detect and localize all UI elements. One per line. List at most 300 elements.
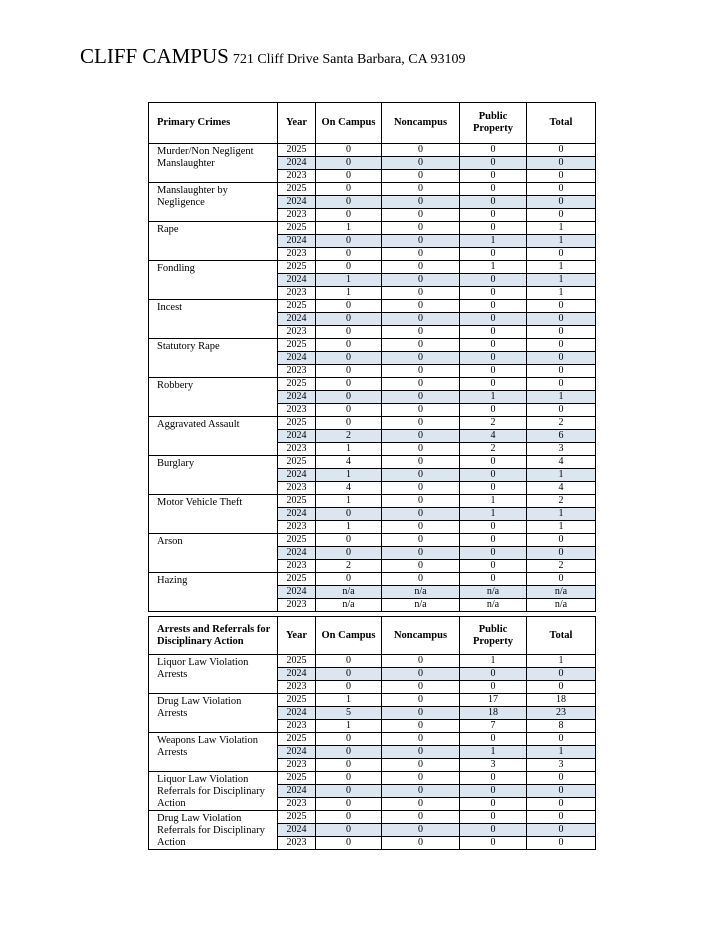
total-cell: 0 xyxy=(527,534,596,547)
crime-type-cell: Fondling xyxy=(149,261,278,300)
public-property-cell: 0 xyxy=(460,534,527,547)
on-campus-cell: 1 xyxy=(316,287,382,300)
total-cell: 0 xyxy=(527,668,596,681)
total-cell: 1 xyxy=(527,222,596,235)
total-cell: 2 xyxy=(527,417,596,430)
crime-type-cell: Motor Vehicle Theft xyxy=(149,495,278,534)
public-property-cell: 0 xyxy=(460,378,527,391)
campus-address: 721 Cliff Drive Santa Barbara, CA 93109 xyxy=(232,52,466,67)
public-property-cell: 0 xyxy=(460,560,527,573)
on-campus-cell: 0 xyxy=(316,681,382,694)
public-property-cell: 0 xyxy=(460,170,527,183)
total-cell: 0 xyxy=(527,547,596,560)
year-cell: 2025 xyxy=(278,261,316,274)
year-cell: 2023 xyxy=(278,365,316,378)
on-campus-cell: 0 xyxy=(316,417,382,430)
noncampus-cell: 0 xyxy=(382,811,460,824)
noncampus-cell: 0 xyxy=(382,326,460,339)
on-campus-cell: 0 xyxy=(316,209,382,222)
public-property-cell: 0 xyxy=(460,681,527,694)
total-cell: 0 xyxy=(527,837,596,850)
public-property-cell: 0 xyxy=(460,404,527,417)
noncampus-cell: 0 xyxy=(382,287,460,300)
public-property-cell: 0 xyxy=(460,144,527,157)
table-row xyxy=(149,811,596,824)
table-row xyxy=(149,183,596,196)
noncampus-cell: 0 xyxy=(382,300,460,313)
on-campus-cell: 1 xyxy=(316,222,382,235)
total-cell: 1 xyxy=(527,391,596,404)
year-cell: 2023 xyxy=(278,248,316,261)
on-campus-cell: 1 xyxy=(316,495,382,508)
on-campus-cell: 2 xyxy=(316,560,382,573)
crime-type-cell: Aggravated Assault xyxy=(149,417,278,456)
total-cell: 1 xyxy=(527,469,596,482)
table-row xyxy=(149,417,596,430)
year-cell: 2024 xyxy=(278,430,316,443)
year-cell: 2025 xyxy=(278,144,316,157)
public-property-cell: 0 xyxy=(460,772,527,785)
total-cell: 0 xyxy=(527,785,596,798)
public-property-cell: 0 xyxy=(460,248,527,261)
on-campus-cell: 0 xyxy=(316,339,382,352)
year-cell: 2023 xyxy=(278,798,316,811)
on-campus-cell: 0 xyxy=(316,811,382,824)
year-cell: 2025 xyxy=(278,339,316,352)
header-on-campus: On Campus xyxy=(316,617,382,655)
header-row xyxy=(149,617,596,655)
year-cell: 2025 xyxy=(278,456,316,469)
total-cell: 0 xyxy=(527,157,596,170)
header-noncampus: Noncampus xyxy=(382,103,460,144)
public-property-cell: 0 xyxy=(460,573,527,586)
table-row xyxy=(149,772,596,785)
on-campus-cell: n/a xyxy=(316,586,382,599)
on-campus-cell: 1 xyxy=(316,443,382,456)
noncampus-cell: 0 xyxy=(382,495,460,508)
noncampus-cell: 0 xyxy=(382,668,460,681)
year-cell: 2024 xyxy=(278,352,316,365)
noncampus-cell: 0 xyxy=(382,170,460,183)
total-cell: 2 xyxy=(527,495,596,508)
on-campus-cell: 1 xyxy=(316,694,382,707)
noncampus-cell: 0 xyxy=(382,378,460,391)
table-row xyxy=(149,378,596,391)
on-campus-cell: 0 xyxy=(316,404,382,417)
public-property-cell: 0 xyxy=(460,287,527,300)
total-cell: 0 xyxy=(527,733,596,746)
table-row xyxy=(149,144,596,157)
public-property-cell: 0 xyxy=(460,785,527,798)
year-cell: 2024 xyxy=(278,235,316,248)
noncampus-cell: 0 xyxy=(382,391,460,404)
total-cell: 4 xyxy=(527,482,596,495)
header-year: Year xyxy=(278,103,316,144)
public-property-cell: 1 xyxy=(460,746,527,759)
noncampus-cell: 0 xyxy=(382,785,460,798)
page-title xyxy=(80,44,465,69)
year-cell: 2024 xyxy=(278,196,316,209)
year-cell: 2024 xyxy=(278,707,316,720)
total-cell: 2 xyxy=(527,560,596,573)
noncampus-cell: 0 xyxy=(382,521,460,534)
noncampus-cell: 0 xyxy=(382,720,460,733)
total-cell: 0 xyxy=(527,573,596,586)
total-cell: 1 xyxy=(527,655,596,668)
noncampus-cell: 0 xyxy=(382,417,460,430)
on-campus-cell: 5 xyxy=(316,707,382,720)
public-property-cell: 0 xyxy=(460,352,527,365)
noncampus-cell: 0 xyxy=(382,443,460,456)
year-cell: 2024 xyxy=(278,547,316,560)
year-cell: 2025 xyxy=(278,733,316,746)
table-row xyxy=(149,655,596,668)
on-campus-cell: 0 xyxy=(316,785,382,798)
header-public-property: Public Property xyxy=(460,617,527,655)
total-cell: 3 xyxy=(527,759,596,772)
header-crime-type: Arrests and Referrals for Disciplinary Action xyxy=(149,617,278,655)
header-total: Total xyxy=(527,103,596,144)
year-cell: 2025 xyxy=(278,222,316,235)
public-property-cell: 4 xyxy=(460,430,527,443)
year-cell: 2023 xyxy=(278,482,316,495)
on-campus-cell: 1 xyxy=(316,274,382,287)
public-property-cell: 0 xyxy=(460,811,527,824)
crime-type-cell: Incest xyxy=(149,300,278,339)
year-cell: 2024 xyxy=(278,274,316,287)
public-property-cell: 0 xyxy=(460,521,527,534)
table-row xyxy=(149,495,596,508)
total-cell: 0 xyxy=(527,681,596,694)
total-cell: 0 xyxy=(527,300,596,313)
public-property-cell: 1 xyxy=(460,235,527,248)
primary-crimes-table xyxy=(148,102,596,612)
noncampus-cell: 0 xyxy=(382,694,460,707)
public-property-cell: 0 xyxy=(460,222,527,235)
total-cell: 23 xyxy=(527,707,596,720)
on-campus-cell: 0 xyxy=(316,547,382,560)
noncampus-cell: 0 xyxy=(382,560,460,573)
noncampus-cell: 0 xyxy=(382,157,460,170)
public-property-cell: 0 xyxy=(460,365,527,378)
on-campus-cell: 4 xyxy=(316,456,382,469)
year-cell: 2023 xyxy=(278,170,316,183)
on-campus-cell: 0 xyxy=(316,365,382,378)
public-property-cell: 1 xyxy=(460,495,527,508)
table-row xyxy=(149,300,596,313)
on-campus-cell: 0 xyxy=(316,508,382,521)
table-row xyxy=(149,534,596,547)
total-cell: 8 xyxy=(527,720,596,733)
noncampus-cell: n/a xyxy=(382,599,460,612)
noncampus-cell: 0 xyxy=(382,547,460,560)
year-cell: 2025 xyxy=(278,378,316,391)
total-cell: 0 xyxy=(527,248,596,261)
on-campus-cell: 0 xyxy=(316,746,382,759)
year-cell: 2023 xyxy=(278,681,316,694)
public-property-cell: 1 xyxy=(460,391,527,404)
noncampus-cell: 0 xyxy=(382,261,460,274)
year-cell: 2025 xyxy=(278,573,316,586)
total-cell: 0 xyxy=(527,339,596,352)
public-property-cell: 0 xyxy=(460,339,527,352)
year-cell: 2025 xyxy=(278,183,316,196)
on-campus-cell: 0 xyxy=(316,183,382,196)
public-property-cell: 0 xyxy=(460,300,527,313)
noncampus-cell: 0 xyxy=(382,681,460,694)
table-row xyxy=(149,222,596,235)
header-year: Year xyxy=(278,617,316,655)
on-campus-cell: 0 xyxy=(316,170,382,183)
on-campus-cell: 0 xyxy=(316,300,382,313)
year-cell: 2023 xyxy=(278,404,316,417)
year-cell: 2025 xyxy=(278,694,316,707)
noncampus-cell: 0 xyxy=(382,707,460,720)
year-cell: 2023 xyxy=(278,443,316,456)
year-cell: 2023 xyxy=(278,837,316,850)
crime-type-cell: Hazing xyxy=(149,573,278,612)
year-cell: 2025 xyxy=(278,300,316,313)
public-property-cell: 0 xyxy=(460,209,527,222)
crime-type-cell: Drug Law Violation Arrests xyxy=(149,694,278,733)
header-public-property: Public Property xyxy=(460,103,527,144)
table-row xyxy=(149,694,596,707)
public-property-cell: n/a xyxy=(460,599,527,612)
year-cell: 2023 xyxy=(278,521,316,534)
year-cell: 2025 xyxy=(278,811,316,824)
header-noncampus: Noncampus xyxy=(382,617,460,655)
total-cell: 0 xyxy=(527,209,596,222)
table-body xyxy=(149,655,596,850)
year-cell: 2024 xyxy=(278,586,316,599)
noncampus-cell: 0 xyxy=(382,144,460,157)
total-cell: 0 xyxy=(527,798,596,811)
public-property-cell: 2 xyxy=(460,417,527,430)
year-cell: 2023 xyxy=(278,560,316,573)
noncampus-cell: 0 xyxy=(382,798,460,811)
public-property-cell: 1 xyxy=(460,655,527,668)
total-cell: 1 xyxy=(527,287,596,300)
noncampus-cell: n/a xyxy=(382,586,460,599)
year-cell: 2024 xyxy=(278,469,316,482)
header-total: Total xyxy=(527,617,596,655)
on-campus-cell: 0 xyxy=(316,196,382,209)
public-property-cell: 0 xyxy=(460,837,527,850)
total-cell: 0 xyxy=(527,326,596,339)
total-cell: 1 xyxy=(527,274,596,287)
year-cell: 2025 xyxy=(278,534,316,547)
on-campus-cell: n/a xyxy=(316,599,382,612)
public-property-cell: 0 xyxy=(460,157,527,170)
year-cell: 2023 xyxy=(278,209,316,222)
total-cell: 1 xyxy=(527,508,596,521)
public-property-cell: 3 xyxy=(460,759,527,772)
crime-type-cell: Rape xyxy=(149,222,278,261)
on-campus-cell: 0 xyxy=(316,248,382,261)
year-cell: 2024 xyxy=(278,824,316,837)
on-campus-cell: 0 xyxy=(316,261,382,274)
total-cell: 3 xyxy=(527,443,596,456)
on-campus-cell: 1 xyxy=(316,469,382,482)
noncampus-cell: 0 xyxy=(382,274,460,287)
total-cell: 4 xyxy=(527,456,596,469)
year-cell: 2025 xyxy=(278,772,316,785)
public-property-cell: 7 xyxy=(460,720,527,733)
noncampus-cell: 0 xyxy=(382,248,460,261)
table-row xyxy=(149,339,596,352)
noncampus-cell: 0 xyxy=(382,235,460,248)
noncampus-cell: 0 xyxy=(382,209,460,222)
on-campus-cell: 0 xyxy=(316,668,382,681)
on-campus-cell: 0 xyxy=(316,655,382,668)
total-cell: 1 xyxy=(527,235,596,248)
public-property-cell: 0 xyxy=(460,482,527,495)
public-property-cell: 1 xyxy=(460,508,527,521)
crime-type-cell: Statutory Rape xyxy=(149,339,278,378)
on-campus-cell: 0 xyxy=(316,573,382,586)
table-row xyxy=(149,573,596,586)
on-campus-cell: 4 xyxy=(316,482,382,495)
on-campus-cell: 0 xyxy=(316,837,382,850)
on-campus-cell: 0 xyxy=(316,235,382,248)
noncampus-cell: 0 xyxy=(382,772,460,785)
public-property-cell: n/a xyxy=(460,586,527,599)
on-campus-cell: 1 xyxy=(316,720,382,733)
year-cell: 2024 xyxy=(278,157,316,170)
total-cell: 18 xyxy=(527,694,596,707)
noncampus-cell: 0 xyxy=(382,759,460,772)
on-campus-cell: 0 xyxy=(316,352,382,365)
noncampus-cell: 0 xyxy=(382,404,460,417)
on-campus-cell: 1 xyxy=(316,521,382,534)
arrests-referrals-table xyxy=(148,616,596,850)
total-cell: 0 xyxy=(527,824,596,837)
noncampus-cell: 0 xyxy=(382,655,460,668)
noncampus-cell: 0 xyxy=(382,508,460,521)
total-cell: 0 xyxy=(527,378,596,391)
year-cell: 2023 xyxy=(278,287,316,300)
on-campus-cell: 0 xyxy=(316,824,382,837)
total-cell: 1 xyxy=(527,746,596,759)
public-property-cell: 1 xyxy=(460,261,527,274)
noncampus-cell: 0 xyxy=(382,837,460,850)
crime-type-cell: Burglary xyxy=(149,456,278,495)
public-property-cell: 0 xyxy=(460,183,527,196)
table-body xyxy=(149,144,596,612)
public-property-cell: 0 xyxy=(460,313,527,326)
year-cell: 2023 xyxy=(278,759,316,772)
year-cell: 2023 xyxy=(278,720,316,733)
on-campus-cell: 0 xyxy=(316,313,382,326)
header-on-campus: On Campus xyxy=(316,103,382,144)
total-cell: 0 xyxy=(527,772,596,785)
total-cell: 0 xyxy=(527,196,596,209)
total-cell: 0 xyxy=(527,170,596,183)
total-cell: 6 xyxy=(527,430,596,443)
on-campus-cell: 0 xyxy=(316,144,382,157)
header-row xyxy=(149,103,596,144)
table-row xyxy=(149,261,596,274)
total-cell: 0 xyxy=(527,365,596,378)
crime-type-cell: Weapons Law Violation Arrests xyxy=(149,733,278,772)
crime-type-cell: Drug Law Violation Referrals for Disciplinary Action xyxy=(149,811,278,850)
public-property-cell: 0 xyxy=(460,733,527,746)
table-row xyxy=(149,456,596,469)
crime-type-cell: Liquor Law Violation Referrals for Disciplinary Action xyxy=(149,772,278,811)
noncampus-cell: 0 xyxy=(382,430,460,443)
public-property-cell: 17 xyxy=(460,694,527,707)
public-property-cell: 18 xyxy=(460,707,527,720)
total-cell: 0 xyxy=(527,313,596,326)
year-cell: 2024 xyxy=(278,785,316,798)
crime-type-cell: Manslaughter by Negligence xyxy=(149,183,278,222)
total-cell: 0 xyxy=(527,183,596,196)
public-property-cell: 0 xyxy=(460,547,527,560)
noncampus-cell: 0 xyxy=(382,196,460,209)
public-property-cell: 0 xyxy=(460,798,527,811)
noncampus-cell: 0 xyxy=(382,733,460,746)
public-property-cell: 0 xyxy=(460,668,527,681)
year-cell: 2024 xyxy=(278,391,316,404)
year-cell: 2024 xyxy=(278,668,316,681)
noncampus-cell: 0 xyxy=(382,222,460,235)
noncampus-cell: 0 xyxy=(382,352,460,365)
year-cell: 2024 xyxy=(278,313,316,326)
public-property-cell: 0 xyxy=(460,274,527,287)
crime-type-cell: Liquor Law Violation Arrests xyxy=(149,655,278,694)
crime-type-cell: Robbery xyxy=(149,378,278,417)
total-cell: n/a xyxy=(527,599,596,612)
public-property-cell: 0 xyxy=(460,456,527,469)
crime-type-cell: Murder/Non Negligent Manslaughter xyxy=(149,144,278,183)
noncampus-cell: 0 xyxy=(382,313,460,326)
year-cell: 2025 xyxy=(278,495,316,508)
table-row xyxy=(149,733,596,746)
total-cell: 0 xyxy=(527,352,596,365)
public-property-cell: 0 xyxy=(460,326,527,339)
year-cell: 2025 xyxy=(278,655,316,668)
year-cell: 2023 xyxy=(278,599,316,612)
campus-name: CLIFF CAMPUS xyxy=(80,44,229,68)
crime-type-cell: Arson xyxy=(149,534,278,573)
year-cell: 2023 xyxy=(278,326,316,339)
noncampus-cell: 0 xyxy=(382,469,460,482)
noncampus-cell: 0 xyxy=(382,573,460,586)
on-campus-cell: 0 xyxy=(316,391,382,404)
total-cell: 0 xyxy=(527,811,596,824)
on-campus-cell: 0 xyxy=(316,378,382,391)
on-campus-cell: 0 xyxy=(316,798,382,811)
on-campus-cell: 0 xyxy=(316,326,382,339)
year-cell: 2025 xyxy=(278,417,316,430)
noncampus-cell: 0 xyxy=(382,456,460,469)
on-campus-cell: 0 xyxy=(316,733,382,746)
noncampus-cell: 0 xyxy=(382,183,460,196)
total-cell: 1 xyxy=(527,261,596,274)
noncampus-cell: 0 xyxy=(382,824,460,837)
header-crime-type: Primary Crimes xyxy=(149,103,278,144)
total-cell: 0 xyxy=(527,404,596,417)
noncampus-cell: 0 xyxy=(382,534,460,547)
total-cell: n/a xyxy=(527,586,596,599)
public-property-cell: 2 xyxy=(460,443,527,456)
year-cell: 2024 xyxy=(278,508,316,521)
public-property-cell: 0 xyxy=(460,196,527,209)
noncampus-cell: 0 xyxy=(382,339,460,352)
year-cell: 2024 xyxy=(278,746,316,759)
noncampus-cell: 0 xyxy=(382,746,460,759)
total-cell: 0 xyxy=(527,144,596,157)
